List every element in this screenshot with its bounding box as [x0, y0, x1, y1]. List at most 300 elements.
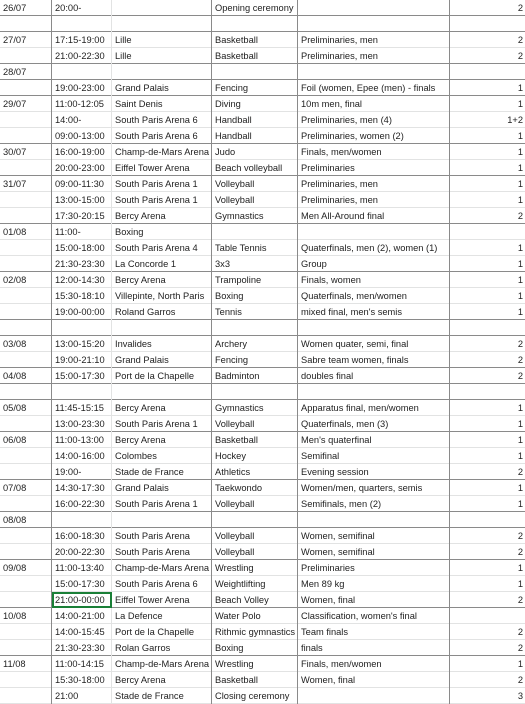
table-row [0, 96, 525, 112]
date-cell[interactable] [0, 256, 52, 272]
count-cell[interactable]: 1 [517, 419, 523, 429]
venue-cell[interactable] [112, 384, 212, 400]
count-cell[interactable]: 2 [517, 643, 523, 653]
table-row [0, 16, 525, 32]
table-row [0, 432, 525, 448]
count-cell[interactable]: 2 [517, 51, 523, 61]
table-row [0, 464, 525, 480]
date-cell[interactable]: 07/08 [0, 480, 52, 496]
event-cell[interactable]: Women, final [298, 592, 450, 608]
sport-cell[interactable]: Archery [212, 336, 298, 352]
time-cell[interactable]: 11:00-13:00 [52, 432, 112, 448]
date-cell[interactable]: 30/07 [0, 144, 52, 160]
sport-cell[interactable]: 3x3 [212, 256, 298, 272]
table-row [0, 576, 525, 592]
time-cell[interactable]: 09:00-13:00 [52, 128, 112, 144]
sport-cell[interactable]: Wrestling [212, 656, 298, 672]
time-cell[interactable]: 19:00-23:00 [52, 80, 112, 96]
venue-cell[interactable]: Bercy Arena [112, 272, 212, 288]
time-cell[interactable]: 14:00-21:00 [52, 608, 112, 624]
venue-cell[interactable]: Bercy Arena [112, 400, 212, 416]
time-cell[interactable]: 16:00-22:30 [52, 496, 112, 512]
venue-cell[interactable]: Bercy Arena [112, 432, 212, 448]
table-row [0, 496, 525, 512]
event-cell[interactable]: doubles final [298, 368, 450, 384]
count-cell[interactable]: 1 [517, 499, 523, 509]
table-row [0, 32, 525, 48]
event-cell[interactable]: Semifinals, men (2) [298, 496, 450, 512]
table-row [0, 416, 525, 432]
sport-cell[interactable]: Judo [212, 144, 298, 160]
date-cell[interactable] [0, 112, 52, 128]
event-cell[interactable] [298, 16, 450, 32]
venue-cell[interactable]: South Paris Arena [112, 544, 212, 560]
venue-cell[interactable]: South Paris Arena 6 [112, 112, 212, 128]
date-cell[interactable] [0, 688, 52, 704]
time-cell[interactable]: 11:00-14:15 [52, 656, 112, 672]
date-cell[interactable] [0, 544, 52, 560]
count-cell[interactable]: 2 [517, 3, 523, 13]
sport-cell[interactable]: Gymnastics [212, 208, 298, 224]
count-cell[interactable] [450, 320, 525, 336]
date-cell[interactable] [0, 464, 52, 480]
sport-cell[interactable]: Beach volleyball [212, 160, 298, 176]
sport-cell[interactable]: Opening ceremony [212, 0, 298, 16]
time-cell[interactable]: 12:00-14:30 [52, 272, 112, 288]
event-cell[interactable] [298, 0, 450, 16]
count-cell[interactable]: 1+2 [507, 115, 523, 125]
time-cell[interactable]: 11:00-12:05 [52, 96, 112, 112]
venue-cell[interactable]: Lille [112, 32, 212, 48]
sport-cell[interactable] [212, 320, 298, 336]
venue-cell[interactable]: La Defence [112, 608, 212, 624]
time-cell[interactable] [52, 384, 112, 400]
time-cell[interactable]: 21:30-23:30 [52, 640, 112, 656]
sport-cell[interactable]: Rithmic gymnastics [212, 624, 298, 640]
event-cell[interactable]: Women, semifinal [298, 528, 450, 544]
table-row [0, 80, 525, 96]
venue-cell[interactable]: South Paris Arena [112, 528, 212, 544]
venue-cell[interactable]: Grand Palais [112, 352, 212, 368]
table-row [0, 512, 525, 528]
event-cell[interactable] [298, 512, 450, 528]
venue-cell[interactable]: Lille [112, 48, 212, 64]
count-cell[interactable]: 2 [517, 339, 523, 349]
sport-cell[interactable] [212, 384, 298, 400]
time-cell[interactable]: 11:00-13:40 [52, 560, 112, 576]
time-cell[interactable]: 19:00-21:10 [52, 352, 112, 368]
venue-cell[interactable]: Roland Garros [112, 304, 212, 320]
sport-cell[interactable] [212, 512, 298, 528]
time-cell[interactable]: 14:00-15:45 [52, 624, 112, 640]
date-cell[interactable] [0, 288, 52, 304]
date-cell[interactable]: 03/08 [0, 336, 52, 352]
count-cell[interactable]: 2 [517, 627, 523, 637]
time-cell[interactable]: 17:15-19:00 [52, 32, 112, 48]
date-cell[interactable] [0, 352, 52, 368]
count-cell[interactable]: 1 [517, 483, 523, 493]
count-cell[interactable]: 2 [517, 675, 523, 685]
count-cell[interactable] [450, 16, 525, 32]
count-cell[interactable] [450, 608, 525, 624]
date-cell[interactable]: 29/07 [0, 96, 52, 112]
table-row [0, 144, 525, 160]
event-cell[interactable]: Preliminaries, men [298, 176, 450, 192]
event-cell[interactable]: Preliminaries, men (4) [298, 112, 450, 128]
count-cell[interactable]: 2 [517, 467, 523, 477]
table-row [0, 48, 525, 64]
venue-cell[interactable] [112, 512, 212, 528]
count-cell[interactable]: 1 [517, 99, 523, 109]
count-cell[interactable]: 1 [517, 659, 523, 669]
table-row [0, 256, 525, 272]
count-cell[interactable]: 2 [517, 35, 523, 45]
time-cell[interactable]: 11:45-15:15 [52, 400, 112, 416]
date-cell[interactable]: 10/08 [0, 608, 52, 624]
date-cell[interactable]: 26/07 [0, 0, 52, 16]
sport-cell[interactable]: Volleyball [212, 528, 298, 544]
date-cell[interactable] [0, 16, 52, 32]
sport-cell[interactable]: Water Polo [212, 608, 298, 624]
table-row [0, 480, 525, 496]
time-cell[interactable]: 21:00-00:00 [52, 592, 112, 608]
table-row [0, 128, 525, 144]
time-cell[interactable]: 15:00-17:30 [52, 368, 112, 384]
event-cell[interactable]: Team finals [298, 624, 450, 640]
venue-cell[interactable]: South Paris Arena 1 [112, 176, 212, 192]
table-row [0, 352, 525, 368]
venue-cell[interactable] [112, 320, 212, 336]
venue-cell[interactable] [112, 64, 212, 80]
sport-cell[interactable]: Fencing [212, 352, 298, 368]
date-cell[interactable] [0, 416, 52, 432]
sport-cell[interactable]: Volleyball [212, 544, 298, 560]
table-row [0, 656, 525, 672]
table-row [0, 608, 525, 624]
venue-cell[interactable]: Eiffel Tower Arena [112, 592, 212, 608]
sport-cell[interactable]: Volleyball [212, 496, 298, 512]
venue-cell[interactable]: Colombes [112, 448, 212, 464]
table-row [0, 224, 525, 240]
sport-cell[interactable]: Table Tennis [212, 240, 298, 256]
date-cell[interactable]: 05/08 [0, 400, 52, 416]
count-cell[interactable]: 1 [517, 579, 523, 589]
count-cell[interactable]: 1 [517, 451, 523, 461]
table-row [0, 208, 525, 224]
event-cell[interactable]: Preliminaries, men [298, 192, 450, 208]
time-cell[interactable] [52, 512, 112, 528]
date-cell[interactable]: 28/07 [0, 64, 52, 80]
venue-cell[interactable]: Rolan Garros [112, 640, 212, 656]
event-cell[interactable]: Finals, men/women [298, 144, 450, 160]
time-cell[interactable]: 21:30-23:30 [52, 256, 112, 272]
sport-cell[interactable]: Taekwondo [212, 480, 298, 496]
venue-cell[interactable]: Bercy Arena [112, 672, 212, 688]
time-cell[interactable]: 09:00-11:30 [52, 176, 112, 192]
venue-cell[interactable]: Champ-de-Mars Arena [112, 656, 212, 672]
event-cell[interactable]: Finals, men/women [298, 656, 450, 672]
date-cell[interactable]: 09/08 [0, 560, 52, 576]
venue-cell[interactable]: South Paris Arena 6 [112, 576, 212, 592]
event-cell[interactable]: Quaterfinals, men (3) [298, 416, 450, 432]
event-cell[interactable]: Men All-Around final [298, 208, 450, 224]
date-cell[interactable] [0, 304, 52, 320]
count-cell[interactable]: 3 [517, 691, 523, 701]
sport-cell[interactable]: Tennis [212, 304, 298, 320]
event-cell[interactable]: Semifinal [298, 448, 450, 464]
event-cell[interactable] [298, 64, 450, 80]
date-cell[interactable] [0, 496, 52, 512]
count-cell[interactable] [450, 64, 525, 80]
sport-cell[interactable]: Gymnastics [212, 400, 298, 416]
date-cell[interactable] [0, 528, 52, 544]
count-cell[interactable]: 1 [517, 563, 523, 573]
sport-cell[interactable]: Volleyball [212, 416, 298, 432]
time-cell[interactable]: 17:30-20:15 [52, 208, 112, 224]
table-row [0, 624, 525, 640]
date-cell[interactable] [0, 192, 52, 208]
sport-cell[interactable]: Basketball [212, 48, 298, 64]
date-cell[interactable]: 01/08 [0, 224, 52, 240]
table-row [0, 400, 525, 416]
event-cell[interactable]: Preliminaries, men [298, 48, 450, 64]
date-cell[interactable]: 04/08 [0, 368, 52, 384]
count-cell[interactable]: 1 [517, 195, 523, 205]
count-cell[interactable]: 1 [517, 291, 523, 301]
sport-cell[interactable]: Closing ceremony [212, 688, 298, 704]
sport-cell[interactable]: Boxing [212, 288, 298, 304]
time-cell[interactable]: 14:30-17:30 [52, 480, 112, 496]
count-cell[interactable]: 1 [517, 243, 523, 253]
date-cell[interactable] [0, 448, 52, 464]
date-cell[interactable] [0, 576, 52, 592]
count-cell[interactable]: 2 [517, 595, 523, 605]
sport-cell[interactable]: Badminton [212, 368, 298, 384]
time-cell[interactable]: 21:00 [52, 688, 112, 704]
event-cell[interactable] [298, 320, 450, 336]
table-row [0, 448, 525, 464]
time-cell[interactable]: 13:00-15:20 [52, 336, 112, 352]
time-cell[interactable]: 13:00-15:00 [52, 192, 112, 208]
event-cell[interactable]: Finals, women [298, 272, 450, 288]
event-cell[interactable] [298, 384, 450, 400]
event-cell[interactable]: Women/men, quarters, semis [298, 480, 450, 496]
event-cell[interactable]: Men's quaterfinal [298, 432, 450, 448]
time-cell[interactable]: 15:00-17:30 [52, 576, 112, 592]
event-cell[interactable]: Women quater, semi, final [298, 336, 450, 352]
count-cell[interactable]: 2 [517, 355, 523, 365]
event-cell[interactable]: Preliminaries [298, 160, 450, 176]
date-cell[interactable]: 27/07 [0, 32, 52, 48]
table-row [0, 0, 525, 16]
table-row [0, 368, 525, 384]
venue-cell[interactable]: Stade de France [112, 688, 212, 704]
date-cell[interactable]: 06/08 [0, 432, 52, 448]
sport-cell[interactable]: Weightlifting [212, 576, 298, 592]
venue-cell[interactable]: South Paris Arena 1 [112, 496, 212, 512]
time-cell[interactable]: 21:00-22:30 [52, 48, 112, 64]
count-cell[interactable]: 2 [517, 211, 523, 221]
date-cell[interactable] [0, 160, 52, 176]
date-cell[interactable]: 31/07 [0, 176, 52, 192]
time-cell[interactable]: 14:00-16:00 [52, 448, 112, 464]
sport-cell[interactable]: Volleyball [212, 192, 298, 208]
table-row [0, 688, 525, 704]
count-cell[interactable]: 2 [517, 547, 523, 557]
date-cell[interactable] [0, 592, 52, 608]
count-cell[interactable]: 2 [517, 371, 523, 381]
table-row [0, 544, 525, 560]
time-cell[interactable]: 15:30-18:00 [52, 672, 112, 688]
sport-cell[interactable]: Basketball [212, 672, 298, 688]
venue-cell[interactable]: Port de la Chapelle [112, 624, 212, 640]
event-cell[interactable]: Women, final [298, 672, 450, 688]
event-cell[interactable]: Preliminaries, men [298, 32, 450, 48]
time-cell[interactable]: 20:00- [52, 0, 112, 16]
sport-cell[interactable]: Handball [212, 128, 298, 144]
table-row [0, 672, 525, 688]
count-cell[interactable]: 1 [517, 307, 523, 317]
sport-cell[interactable]: Hockey [212, 448, 298, 464]
event-cell[interactable]: Group [298, 256, 450, 272]
event-cell[interactable]: Preliminaries, women (2) [298, 128, 450, 144]
time-cell[interactable]: 15:30-18:10 [52, 288, 112, 304]
event-cell[interactable] [298, 688, 450, 704]
date-cell[interactable] [0, 320, 52, 336]
venue-cell[interactable]: Saint Denis [112, 96, 212, 112]
sport-cell[interactable]: Basketball [212, 432, 298, 448]
sport-cell[interactable] [212, 224, 298, 240]
time-cell[interactable]: 11:00- [52, 224, 112, 240]
count-cell[interactable]: 1 [517, 403, 523, 413]
time-cell[interactable] [52, 320, 112, 336]
sport-cell[interactable]: Boxing [212, 640, 298, 656]
table-row [0, 336, 525, 352]
date-cell[interactable] [0, 672, 52, 688]
time-cell[interactable]: 19:00- [52, 464, 112, 480]
time-cell[interactable] [52, 64, 112, 80]
venue-cell[interactable]: Bercy Arena [112, 208, 212, 224]
venue-cell[interactable]: Champ-de-Mars Arena [112, 144, 212, 160]
table-row [0, 320, 525, 336]
time-cell[interactable]: 15:00-18:00 [52, 240, 112, 256]
table-row [0, 112, 525, 128]
time-cell[interactable]: 20:00-23:00 [52, 160, 112, 176]
table-row [0, 272, 525, 288]
event-cell[interactable]: finals [298, 640, 450, 656]
sport-cell[interactable] [212, 64, 298, 80]
event-cell[interactable] [298, 224, 450, 240]
date-cell[interactable] [0, 80, 52, 96]
time-cell[interactable] [52, 16, 112, 32]
date-cell[interactable] [0, 128, 52, 144]
venue-cell[interactable] [112, 16, 212, 32]
sport-cell[interactable]: Basketball [212, 32, 298, 48]
date-cell[interactable]: 02/08 [0, 272, 52, 288]
event-cell[interactable]: Quaterfinals, men (2), women (1) [298, 240, 450, 256]
venue-cell[interactable]: South Paris Arena 1 [112, 192, 212, 208]
event-cell[interactable]: Classification, women's final [298, 608, 450, 624]
count-cell[interactable]: 2 [517, 531, 523, 541]
table-row [0, 528, 525, 544]
sport-cell[interactable]: Beach Volley [212, 592, 298, 608]
count-cell[interactable]: 1 [517, 275, 523, 285]
table-row [0, 560, 525, 576]
sport-cell[interactable]: Trampoline [212, 272, 298, 288]
event-cell[interactable]: Apparatus final, men/women [298, 400, 450, 416]
event-cell[interactable]: Foil (women, Epee (men) - finals [298, 80, 450, 96]
count-cell[interactable]: 1 [517, 259, 523, 269]
venue-cell[interactable]: Grand Palais [112, 480, 212, 496]
count-cell[interactable]: 1 [517, 147, 523, 157]
venue-cell[interactable]: La Concorde 1 [112, 256, 212, 272]
venue-cell[interactable]: South Paris Arena 4 [112, 240, 212, 256]
sport-cell[interactable]: Fencing [212, 80, 298, 96]
event-cell[interactable]: 10m men, final [298, 96, 450, 112]
date-cell[interactable] [0, 640, 52, 656]
venue-cell[interactable]: Invalides [112, 336, 212, 352]
count-cell[interactable]: 1 [517, 179, 523, 189]
venue-cell[interactable]: South Paris Arena 6 [112, 128, 212, 144]
event-cell[interactable]: Women, semifinal [298, 544, 450, 560]
sport-cell[interactable]: Diving [212, 96, 298, 112]
date-cell[interactable]: 08/08 [0, 512, 52, 528]
sport-cell[interactable]: Volleyball [212, 176, 298, 192]
time-cell[interactable]: 20:00-22:30 [52, 544, 112, 560]
time-cell[interactable]: 19:00-00:00 [52, 304, 112, 320]
event-cell[interactable]: mixed final, men's semis [298, 304, 450, 320]
venue-cell[interactable]: South Paris Arena 1 [112, 416, 212, 432]
date-cell[interactable] [0, 208, 52, 224]
time-cell[interactable]: 16:00-18:30 [52, 528, 112, 544]
event-cell[interactable]: Quaterfinals, men/women [298, 288, 450, 304]
count-cell[interactable]: 1 [517, 131, 523, 141]
time-cell[interactable]: 13:00-23:30 [52, 416, 112, 432]
event-cell[interactable]: Evening session [298, 464, 450, 480]
date-cell[interactable] [0, 48, 52, 64]
count-cell[interactable]: 1 [517, 83, 523, 93]
venue-cell[interactable]: Stade de France [112, 464, 212, 480]
venue-cell[interactable]: Grand Palais [112, 80, 212, 96]
date-cell[interactable] [0, 240, 52, 256]
sport-cell[interactable]: Wrestling [212, 560, 298, 576]
table-row [0, 592, 525, 608]
count-cell[interactable]: 1 [517, 435, 523, 445]
time-cell[interactable]: 16:00-19:00 [52, 144, 112, 160]
venue-cell[interactable]: Port de la Chapelle [112, 368, 212, 384]
count-cell[interactable]: 1 [517, 163, 523, 173]
date-cell[interactable]: 11/08 [0, 656, 52, 672]
event-cell[interactable]: Preliminaries [298, 560, 450, 576]
venue-cell[interactable]: Champ-de-Mars Arena [112, 560, 212, 576]
venue-cell[interactable]: Eiffel Tower Arena [112, 160, 212, 176]
sport-cell[interactable] [212, 16, 298, 32]
venue-cell[interactable]: Villepinte, North Paris [112, 288, 212, 304]
venue-cell[interactable] [112, 0, 212, 16]
date-cell[interactable] [0, 384, 52, 400]
venue-cell[interactable]: Boxing [112, 224, 212, 240]
date-cell[interactable] [0, 624, 52, 640]
count-cell[interactable] [450, 224, 525, 240]
time-cell[interactable]: 14:00- [52, 112, 112, 128]
table-row [0, 304, 525, 320]
sport-cell[interactable]: Athletics [212, 464, 298, 480]
event-cell[interactable]: Men 89 kg [298, 576, 450, 592]
count-cell[interactable] [450, 512, 525, 528]
count-cell[interactable] [450, 384, 525, 400]
sport-cell[interactable]: Handball [212, 112, 298, 128]
event-cell[interactable]: Sabre team women, finals [298, 352, 450, 368]
